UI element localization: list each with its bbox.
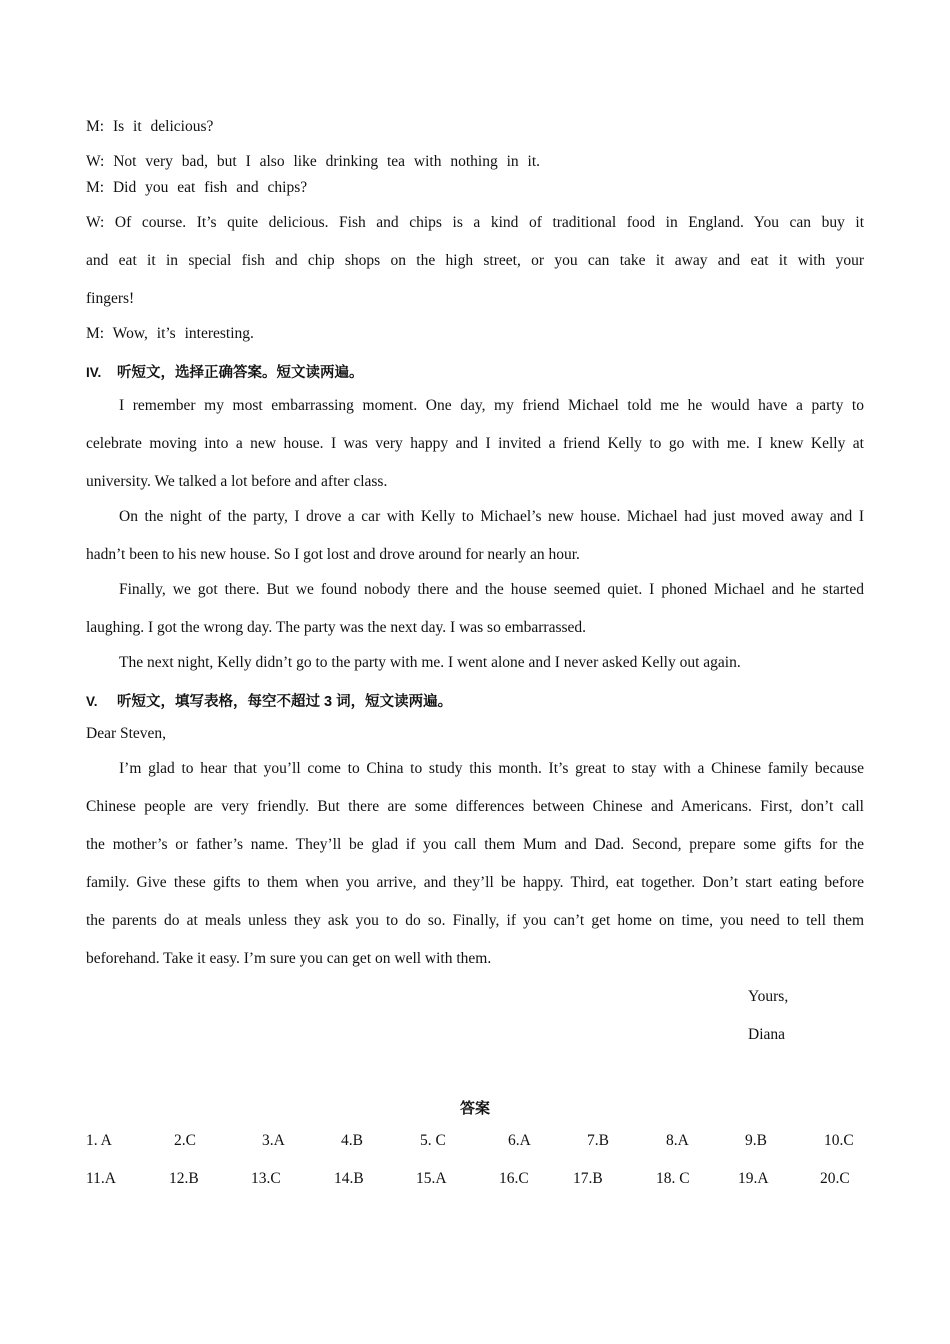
letter-line: Chinese people are very friendly. But there are some differences between Chinese and Americans. First, don’t call [86, 798, 864, 815]
section-number: V. [86, 694, 98, 709]
letter-greeting: Dear Steven, [86, 725, 167, 742]
passage-line: Finally, we got there. But we found nobody there and the house seemed quiet. I phoned Michael and he started [119, 581, 864, 598]
passage-line: celebrate moving into a new house. I was very happy and I invited a friend Kelly to go with me. I knew Kelly at [86, 435, 864, 452]
letter-line: the mother’s or father’s name. They’ll be glad if you call them Mum and Dad. Second, prepare some gifts for the [86, 836, 864, 853]
letter-line: the parents do at meals unless they ask you to do so. Finally, if you can’t get home on time, you need to tell them [86, 912, 864, 929]
passage-line: laughing. I got the wrong day. The party was the next day. I was so embarrassed. [86, 619, 587, 636]
letter-closing: Yours, [748, 988, 789, 1005]
passage-line: hadn’t been to his new house. So I got lost and drove around for nearly an hour. [86, 546, 580, 563]
dialogue-line: W: Of course. It’s quite delicious. Fish and chips is a kind of traditional food in England. You can buy it [86, 214, 864, 231]
dialogue-line: and eat it in special fish and chip shops on the high street, or you can take it away and eat it with your [86, 252, 864, 269]
dialogue-line: W: Not very bad, but I also like drinking tea with nothing in it. [86, 153, 541, 170]
answer-item: 16.C [499, 1170, 529, 1187]
letter-signature: Diana [748, 1026, 786, 1043]
answer-item: 6.A [508, 1132, 531, 1149]
dialogue-line: M: Is it delicious? [86, 118, 214, 135]
section-title: 听短文，填写表格，每空不超过 3 词，短文读两遍。 [117, 694, 453, 710]
answer-item: 20.C [820, 1170, 850, 1187]
section-number: IV. [86, 365, 102, 380]
passage-line: I remember my most embarrassing moment. One day, my friend Michael told me he would have a party to [119, 397, 864, 414]
passage-line: The next night, Kelly didn’t go to the party with me. I went alone and I never asked Kelly out again. [119, 654, 741, 671]
answers-title: 答案 [459, 1099, 490, 1117]
answer-item: 2.C [174, 1132, 196, 1149]
answer-item: 5. C [420, 1132, 446, 1149]
answer-item: 3.A [262, 1132, 285, 1149]
answer-item: 11.A [86, 1170, 116, 1187]
answer-item: 18. C [656, 1170, 690, 1187]
answer-item: 8.A [666, 1132, 689, 1149]
answer-item: 19.A [738, 1170, 769, 1187]
dialogue-line: M: Wow, it’s interesting. [86, 325, 254, 342]
answer-item: 12.B [169, 1170, 199, 1187]
answer-item: 1. A [86, 1132, 112, 1149]
letter-line: beforehand. Take it easy. I’m sure you can get on well with them. [86, 950, 492, 967]
passage-line: On the night of the party, I drove a car with Kelly to Michael’s new house. Michael had just moved away and I [119, 508, 864, 525]
answer-item: 7.B [587, 1132, 609, 1149]
passage-line: university. We talked a lot before and after class. [86, 473, 388, 490]
dialogue-line: fingers! [86, 290, 135, 307]
answer-item: 4.B [341, 1132, 363, 1149]
answer-item: 17.B [573, 1170, 603, 1187]
dialogue-line: M: Did you eat fish and chips? [86, 179, 308, 196]
answer-item: 10.C [824, 1132, 854, 1149]
section-title: 听短文，选择正确答案。短文读两遍。 [117, 365, 364, 381]
answer-item: 15.A [416, 1170, 447, 1187]
answer-item: 9.B [745, 1132, 767, 1149]
letter-line: family. Give these gifts to them when you arrive, and they’ll be happy. Third, eat together. Don’t start eating before [86, 874, 864, 891]
letter-line: I’m glad to hear that you’ll come to China to study this month. It’s great to stay with a Chinese family because [119, 760, 864, 777]
section-iv-heading [86, 361, 864, 382]
section-v-heading [86, 690, 864, 711]
answer-item: 14.B [334, 1170, 364, 1187]
answer-item: 13.C [251, 1170, 281, 1187]
